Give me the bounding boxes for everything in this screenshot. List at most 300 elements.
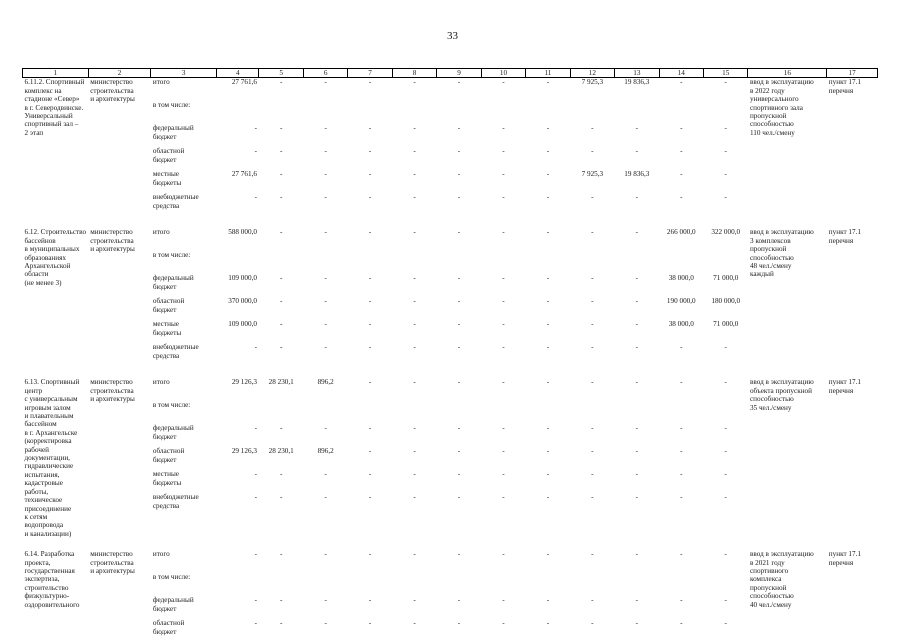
- text-line: объекта пропускной: [749, 386, 812, 395]
- value-item: 896,2: [317, 378, 334, 387]
- text-line: перечня: [828, 386, 854, 395]
- value-item: -: [413, 320, 416, 329]
- value-item: -: [279, 124, 283, 133]
- value-item: -: [724, 470, 727, 479]
- text-line: областной: [152, 297, 185, 306]
- value-item: -: [457, 228, 461, 237]
- text-line: образованиях: [24, 253, 67, 262]
- measure-name-cell: [23, 550, 89, 642]
- value-cell: [704, 550, 748, 642]
- value-item: -: [324, 320, 327, 329]
- value-item: [305, 101, 345, 124]
- funding-source-cell: [151, 78, 217, 217]
- program-table: [22, 68, 878, 642]
- text-line: в г. Северодвинске.: [24, 103, 84, 112]
- value-item: -: [502, 470, 505, 479]
- value-item: [305, 251, 345, 274]
- value-item: -: [279, 619, 283, 628]
- value-item: -: [254, 619, 257, 628]
- value-item: -: [413, 193, 416, 202]
- value-item: -: [502, 297, 505, 306]
- value-item: 28 230,1: [268, 378, 294, 387]
- text-line: Архангельской: [24, 262, 71, 271]
- value-item: -: [635, 493, 639, 502]
- value-cell: [259, 550, 303, 642]
- value-item: -: [324, 470, 327, 479]
- text-line: федеральный: [152, 424, 194, 433]
- value-item: -: [680, 124, 683, 133]
- value-cell: [259, 78, 303, 217]
- value-item: -: [368, 378, 372, 387]
- value-cell: [303, 550, 347, 642]
- text-line: строительство: [24, 583, 69, 592]
- text-line: каждый: [749, 270, 774, 279]
- value-item: -: [413, 493, 416, 502]
- value-item: -: [324, 343, 327, 352]
- value-item: -: [457, 596, 461, 605]
- text-line: пропускной: [749, 245, 787, 254]
- funding-source-cell: [151, 378, 217, 538]
- value-item: [706, 573, 746, 596]
- value-item: [350, 251, 390, 274]
- value-cell: [437, 378, 481, 538]
- header-cell: 7: [348, 69, 392, 78]
- value-item: [617, 251, 657, 274]
- value-item: 28 230,1: [268, 447, 294, 456]
- text-line: местные: [152, 470, 179, 479]
- funding-source-item: [153, 596, 215, 619]
- reference-cell: [827, 228, 878, 366]
- value-item: -: [724, 424, 727, 433]
- value-item: -: [279, 320, 283, 329]
- value-item: -: [546, 297, 550, 306]
- value-item: [528, 401, 568, 424]
- text-line: перечня: [828, 86, 854, 95]
- value-item: -: [502, 619, 505, 628]
- value-item: -: [502, 193, 505, 202]
- value-cell: [437, 78, 481, 217]
- text-line: бюджет: [152, 455, 177, 464]
- executor-cell: [88, 378, 151, 538]
- text-line: итого: [152, 228, 170, 237]
- funding-source-item: [153, 573, 215, 596]
- value-item: -: [502, 320, 505, 329]
- value-item: -: [457, 619, 461, 628]
- text-line: средства: [152, 501, 180, 510]
- value-item: -: [324, 274, 327, 283]
- value-item: -: [724, 619, 727, 628]
- result-cell: [748, 228, 827, 366]
- value-item: [219, 573, 257, 596]
- value-item: -: [724, 550, 727, 559]
- value-item: -: [635, 378, 639, 387]
- value-cell: [348, 228, 392, 366]
- value-item: 190 000,0: [666, 297, 696, 306]
- value-item: -: [502, 378, 505, 387]
- text-line: экспертиза,: [24, 575, 60, 584]
- header-cell: 17: [827, 69, 878, 78]
- value-cell: [570, 78, 614, 217]
- funding-source-item: [153, 401, 215, 424]
- value-cell: [615, 78, 659, 217]
- value-item: [483, 401, 523, 424]
- value-cell: [570, 378, 614, 538]
- value-item: -: [591, 274, 594, 283]
- text-line: в том числе:: [152, 401, 191, 410]
- value-cell: [259, 378, 303, 538]
- value-item: -: [457, 170, 461, 179]
- row-gap-cell: [23, 538, 878, 550]
- text-line: министерство: [90, 228, 133, 237]
- value-item: -: [591, 596, 594, 605]
- funding-source-cell: [151, 228, 217, 366]
- text-line: бюджет: [152, 282, 177, 291]
- text-line: 35 чел./смену: [749, 403, 792, 412]
- value-item: -: [591, 297, 594, 306]
- value-cell: [481, 78, 525, 217]
- value-item: -: [502, 550, 505, 559]
- value-item: -: [591, 493, 594, 502]
- value-item: 370 000,0: [228, 297, 257, 306]
- text-line: перечня: [828, 558, 854, 567]
- value-item: -: [368, 550, 372, 559]
- text-line: 40 чел./смену: [749, 600, 792, 609]
- value-item: -: [591, 147, 594, 156]
- value-item: -: [724, 343, 727, 352]
- text-line: итого: [152, 378, 170, 387]
- value-item: -: [502, 170, 505, 179]
- funding-source-item: [153, 297, 215, 320]
- value-item: -: [368, 596, 372, 605]
- value-item: -: [368, 447, 372, 456]
- value-item: -: [635, 274, 639, 283]
- value-item: [261, 573, 301, 596]
- value-item: [661, 401, 701, 424]
- value-item: -: [413, 550, 416, 559]
- text-line: в муниципальных: [24, 245, 80, 254]
- row-gap-cell: [23, 216, 878, 228]
- value-cell: [348, 550, 392, 642]
- value-cell: [259, 228, 303, 366]
- value-cell: [659, 228, 703, 366]
- value-item: -: [546, 470, 550, 479]
- text-line: и канализации): [24, 529, 72, 538]
- funding-source-item: [153, 378, 215, 401]
- value-item: -: [680, 343, 683, 352]
- table-row: [23, 228, 878, 366]
- text-line: в г. Архангельске: [24, 428, 78, 437]
- text-line: бюджет: [152, 305, 177, 314]
- value-item: -: [413, 78, 416, 87]
- value-item: -: [591, 228, 594, 237]
- value-item: -: [457, 147, 461, 156]
- value-item: -: [413, 297, 416, 306]
- funding-source-cell: [151, 550, 217, 642]
- value-item: -: [279, 493, 283, 502]
- text-line: к сетям: [24, 512, 48, 521]
- value-item: 7 925,3: [581, 78, 604, 87]
- value-cell: [659, 378, 703, 538]
- text-line: министерство: [90, 550, 133, 559]
- text-line: и архитектуры: [90, 95, 135, 104]
- value-item: -: [724, 124, 727, 133]
- value-item: [706, 101, 746, 124]
- text-line: пропускной: [749, 583, 787, 592]
- value-item: -: [254, 193, 257, 202]
- value-item: -: [635, 447, 639, 456]
- funding-source-item: [153, 470, 215, 493]
- value-item: 38 000,0: [668, 274, 694, 283]
- text-line: работы,: [24, 487, 49, 496]
- value-item: -: [279, 343, 283, 352]
- text-line: строительства: [90, 386, 134, 395]
- text-line: с универсальным: [24, 395, 78, 404]
- value-item: -: [635, 424, 639, 433]
- value-item: [439, 101, 479, 124]
- text-line: бюджет: [152, 627, 177, 636]
- value-cell: [303, 78, 347, 217]
- value-item: -: [457, 193, 461, 202]
- value-item: [617, 401, 657, 424]
- value-item: -: [591, 343, 594, 352]
- value-item: [305, 401, 345, 424]
- value-item: -: [413, 596, 416, 605]
- value-item: -: [324, 619, 327, 628]
- value-item: -: [368, 274, 372, 283]
- value-item: -: [368, 493, 372, 502]
- table-row: [23, 378, 878, 538]
- header-cell: 12: [570, 69, 614, 78]
- value-item: [483, 573, 523, 596]
- value-item: -: [635, 320, 639, 329]
- value-item: -: [680, 378, 683, 387]
- value-item: -: [413, 170, 416, 179]
- page-number: 33: [447, 30, 458, 42]
- value-item: -: [413, 424, 416, 433]
- value-item: 588 000,0: [228, 228, 257, 237]
- header-cell: 2: [88, 69, 151, 78]
- value-item: [706, 401, 746, 424]
- text-line: федеральный: [152, 596, 194, 605]
- value-cell: [704, 78, 748, 217]
- value-item: -: [324, 424, 327, 433]
- funding-source-item: [153, 619, 215, 642]
- funding-source-item: [153, 101, 215, 124]
- header-cell: 6: [303, 69, 347, 78]
- value-item: [617, 101, 657, 124]
- value-item: -: [279, 274, 283, 283]
- value-cell: [615, 228, 659, 366]
- measure-name-cell: [23, 378, 89, 538]
- text-line: внебюджетные: [152, 193, 199, 202]
- value-item: -: [635, 550, 639, 559]
- funding-source-item: [153, 147, 215, 170]
- value-item: -: [635, 297, 639, 306]
- value-item: -: [502, 493, 505, 502]
- value-item: -: [635, 124, 639, 133]
- text-line: способностью: [749, 395, 794, 404]
- text-line: бюджеты: [152, 178, 182, 187]
- text-line: местные: [152, 170, 179, 179]
- value-item: 266 000,0: [666, 228, 696, 237]
- value-item: -: [591, 470, 594, 479]
- value-item: -: [591, 619, 594, 628]
- value-item: -: [413, 447, 416, 456]
- value-item: -: [279, 147, 283, 156]
- value-item: -: [457, 424, 461, 433]
- text-line: водопровода: [24, 521, 64, 530]
- text-line: ввод в эксплуатацию: [749, 378, 814, 387]
- value-item: -: [413, 619, 416, 628]
- text-line: строительства: [90, 236, 134, 245]
- value-item: -: [368, 228, 372, 237]
- value-cell: [570, 228, 614, 366]
- funding-source-item: [153, 78, 215, 101]
- header-cell: 11: [526, 69, 570, 78]
- value-item: -: [680, 550, 683, 559]
- funding-source-item: [153, 343, 215, 366]
- text-line: бюджет: [152, 155, 177, 164]
- value-item: -: [279, 470, 283, 479]
- value-item: [661, 251, 701, 274]
- value-item: [661, 101, 701, 124]
- value-cell: [615, 378, 659, 538]
- text-line: в 2021 году: [749, 558, 785, 567]
- text-line: оздоровительного: [24, 600, 80, 609]
- value-item: -: [546, 424, 550, 433]
- value-item: -: [635, 596, 639, 605]
- value-item: -: [680, 493, 683, 502]
- value-item: -: [368, 170, 372, 179]
- header-cell: 13: [615, 69, 659, 78]
- executor-cell: [88, 78, 151, 217]
- value-item: -: [502, 447, 505, 456]
- value-item: -: [546, 619, 550, 628]
- result-cell: [748, 78, 827, 217]
- value-cell: [659, 78, 703, 217]
- header-row: [23, 69, 878, 78]
- value-item: -: [457, 378, 461, 387]
- text-line: внебюджетные: [152, 343, 199, 352]
- value-item: -: [591, 193, 594, 202]
- text-line: областной: [152, 619, 185, 628]
- text-line: 6.13. Спортивный: [24, 378, 80, 387]
- value-item: -: [457, 493, 461, 502]
- executor-cell: [88, 550, 151, 642]
- value-item: [572, 401, 612, 424]
- value-item: -: [546, 550, 550, 559]
- value-item: [350, 401, 390, 424]
- value-item: -: [680, 470, 683, 479]
- value-item: 29 126,3: [231, 447, 257, 456]
- text-line: комплекса: [749, 575, 782, 584]
- text-line: ввод в эксплуатацию: [749, 78, 814, 87]
- value-item: [439, 401, 479, 424]
- value-item: -: [546, 596, 550, 605]
- text-line: области: [24, 270, 49, 279]
- value-item: -: [324, 596, 327, 605]
- value-item: -: [635, 619, 639, 628]
- text-line: областной: [152, 147, 185, 156]
- value-item: -: [254, 596, 257, 605]
- value-cell: [392, 228, 436, 366]
- text-line: (не менее 3): [24, 278, 62, 287]
- value-item: -: [591, 320, 594, 329]
- text-line: комплекс на: [24, 86, 62, 95]
- value-item: -: [724, 147, 727, 156]
- header-cell: 9: [437, 69, 481, 78]
- value-cell: [526, 78, 570, 217]
- funding-source-item: [153, 550, 215, 573]
- value-item: -: [324, 550, 327, 559]
- value-item: [483, 251, 523, 274]
- text-line: проекта,: [24, 558, 51, 567]
- value-item: -: [368, 424, 372, 433]
- value-item: -: [368, 343, 372, 352]
- text-line: центр: [24, 386, 43, 395]
- value-cell: [217, 78, 259, 217]
- value-cell: [217, 378, 259, 538]
- text-line: бюджеты: [152, 478, 182, 487]
- value-item: -: [368, 124, 372, 133]
- value-item: [661, 573, 701, 596]
- value-item: [483, 101, 523, 124]
- value-item: -: [254, 424, 257, 433]
- value-cell: [217, 228, 259, 366]
- value-item: -: [680, 447, 683, 456]
- text-line: пропускной: [749, 112, 787, 121]
- value-cell: [348, 378, 392, 538]
- text-line: спортивный зал –: [24, 120, 79, 129]
- value-item: -: [368, 193, 372, 202]
- value-item: [572, 573, 612, 596]
- value-item: -: [680, 147, 683, 156]
- value-item: -: [502, 228, 505, 237]
- value-item: -: [457, 320, 461, 329]
- value-cell: [348, 78, 392, 217]
- text-line: бюджет: [152, 604, 177, 613]
- value-item: [528, 101, 568, 124]
- text-line: пункт 17.1: [828, 78, 861, 87]
- value-item: -: [546, 193, 550, 202]
- value-item: -: [546, 447, 550, 456]
- value-item: -: [457, 447, 461, 456]
- text-line: в 2022 году: [749, 86, 785, 95]
- value-item: -: [724, 170, 727, 179]
- text-line: и архитектуры: [90, 395, 135, 404]
- text-line: пункт 17.1: [828, 228, 861, 237]
- value-item: -: [254, 147, 257, 156]
- value-item: -: [254, 343, 257, 352]
- value-cell: [704, 228, 748, 366]
- text-line: федеральный: [152, 124, 194, 133]
- result-cell: [748, 550, 827, 642]
- row-gap: [23, 538, 878, 550]
- text-line: спортивного: [749, 566, 789, 575]
- value-item: -: [680, 170, 683, 179]
- value-item: -: [635, 228, 639, 237]
- text-line: 2 этап: [24, 128, 44, 137]
- value-item: -: [546, 274, 550, 283]
- value-item: -: [591, 447, 594, 456]
- value-item: -: [502, 147, 505, 156]
- value-item: [350, 573, 390, 596]
- text-line: бассейном: [24, 420, 57, 429]
- value-item: -: [368, 320, 372, 329]
- value-item: -: [324, 493, 327, 502]
- value-item: -: [413, 228, 416, 237]
- value-item: -: [546, 320, 550, 329]
